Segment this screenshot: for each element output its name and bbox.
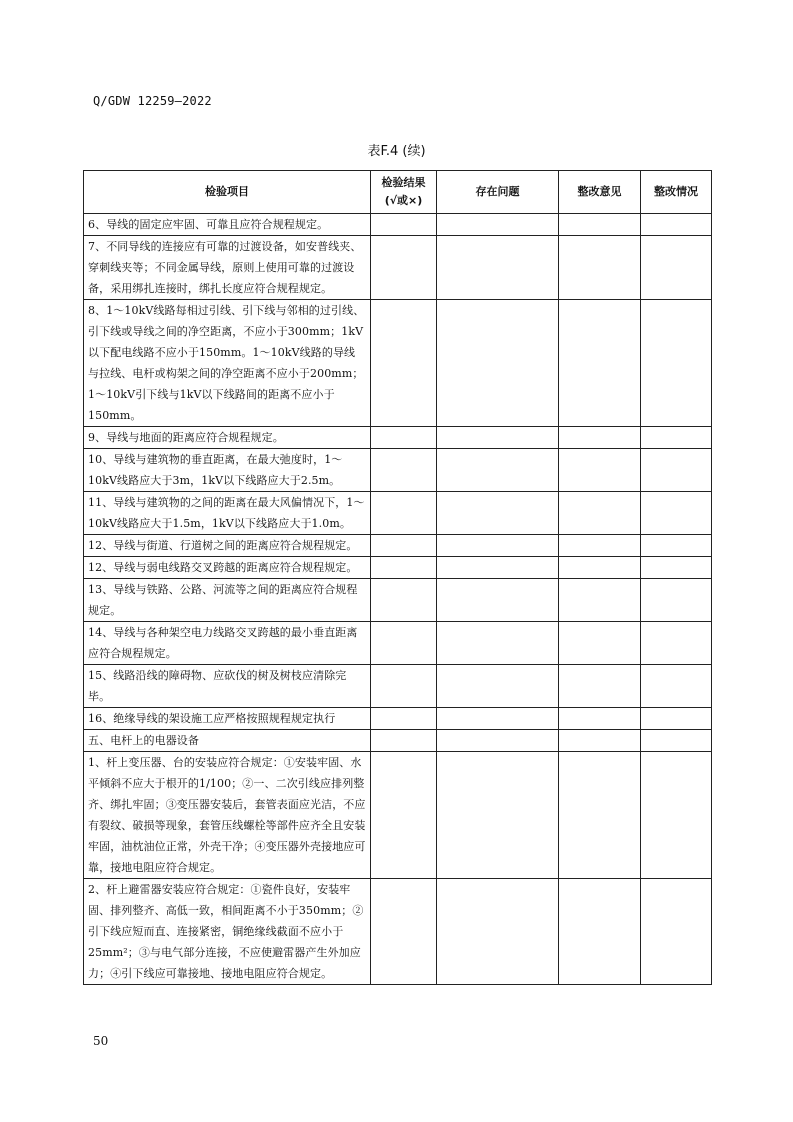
result-cell[interactable] [371, 300, 437, 427]
result-cell[interactable] [371, 622, 437, 665]
item-cell: 9、导线与地面的距离应符合规程规定。 [84, 427, 371, 449]
status-cell[interactable] [641, 214, 712, 236]
issues-cell[interactable] [437, 708, 559, 730]
table-row [84, 214, 712, 236]
opinion-cell[interactable] [559, 752, 641, 879]
header-result-label: 检验结果 [381, 176, 426, 189]
issues-cell[interactable] [437, 622, 559, 665]
status-cell[interactable] [641, 427, 712, 449]
item-cell: 8、1～10kV线路每相过引线、引下线与邻相的过引线、引下线或导线之间的净空距离，不应小于300mm；1kV以下配电线路不应小于150mm。1～10kV线路的导线与拉线、电杆或构架之间的净空距离不应小于200mm；1～10kV引下线与1kV以下线路间的距离不应小于150mm。 [84, 300, 371, 427]
issues-cell[interactable] [437, 449, 559, 492]
status-cell[interactable] [641, 730, 712, 752]
status-cell[interactable] [641, 449, 712, 492]
header-status: 整改情况 [641, 171, 712, 214]
opinion-cell[interactable] [559, 557, 641, 579]
header-item: 检验项目 [84, 171, 371, 214]
item-cell: 2、杆上避雷器安装应符合规定：①瓷件良好，安装牢固、排列整齐、高低一致，相间距离不小于350mm；②引下线应短而直、连接紧密，铜绝缘线截面不应小于25mm²；③与电气部分连接，不应使避雷器产生外加应力；④引下线应可靠接地、接地电阻应符合规定。 [84, 879, 371, 985]
status-cell[interactable] [641, 535, 712, 557]
opinion-cell[interactable] [559, 730, 641, 752]
opinion-cell[interactable] [559, 492, 641, 535]
table-row [84, 427, 712, 449]
opinion-cell[interactable] [559, 879, 641, 985]
table-row [84, 665, 712, 708]
opinion-cell[interactable] [559, 665, 641, 708]
result-cell[interactable] [371, 214, 437, 236]
result-cell[interactable] [371, 752, 437, 879]
opinion-cell[interactable] [559, 622, 641, 665]
table-row [84, 557, 712, 579]
result-cell[interactable] [371, 236, 437, 300]
status-cell[interactable] [641, 236, 712, 300]
result-cell[interactable] [371, 492, 437, 535]
status-cell[interactable] [641, 665, 712, 708]
result-cell[interactable] [371, 449, 437, 492]
issues-cell[interactable] [437, 579, 559, 622]
table-row [84, 708, 712, 730]
result-cell[interactable] [371, 579, 437, 622]
page-number: 50 [93, 1034, 109, 1048]
table-row [84, 300, 712, 427]
status-cell[interactable] [641, 579, 712, 622]
issues-cell[interactable] [437, 300, 559, 427]
opinion-cell[interactable] [559, 214, 641, 236]
header-result-sub: (√或×) [384, 194, 423, 207]
item-cell: 13、导线与铁路、公路、河流等之间的距离应符合规程规定。 [84, 579, 371, 622]
item-cell: 16、绝缘导线的架设施工应严格按照规程规定执行 [84, 708, 371, 730]
issues-cell[interactable] [437, 557, 559, 579]
result-cell[interactable] [371, 708, 437, 730]
status-cell[interactable] [641, 752, 712, 879]
table-row [84, 730, 712, 752]
status-cell[interactable] [641, 557, 712, 579]
table-row [84, 535, 712, 557]
issues-cell[interactable] [437, 752, 559, 879]
item-cell: 14、导线与各种架空电力线路交叉跨越的最小垂直距离应符合规程规定。 [84, 622, 371, 665]
issues-cell[interactable] [437, 492, 559, 535]
issues-cell[interactable] [437, 730, 559, 752]
table-row [84, 579, 712, 622]
result-cell[interactable] [371, 427, 437, 449]
opinion-cell[interactable] [559, 427, 641, 449]
item-cell: 五、电杆上的电器设备 [84, 730, 371, 752]
status-cell[interactable] [641, 622, 712, 665]
table-title: 表F.4 (续) [367, 144, 426, 159]
table-body [84, 214, 712, 985]
table-row [84, 622, 712, 665]
issues-cell[interactable] [437, 427, 559, 449]
header-result [371, 171, 437, 214]
status-cell[interactable] [641, 492, 712, 535]
item-cell: 10、导线与建筑物的垂直距离，在最大弛度时，1～10kV线路应大于3m，1kV以下线路应大于2.5m。 [84, 449, 371, 492]
table-row [84, 879, 712, 985]
opinion-cell[interactable] [559, 708, 641, 730]
header-opinion: 整改意见 [559, 171, 641, 214]
document-code: Q/GDW 12259—2022 [93, 94, 212, 108]
issues-cell[interactable] [437, 879, 559, 985]
result-cell[interactable] [371, 730, 437, 752]
item-cell: 7、不同导线的连接应有可靠的过渡设备，如安普线夹、穿刺线夹等；不同金属导线，原则上使用可靠的过渡设备，采用绑扎连接时，绑扎长度应符合规程规定。 [84, 236, 371, 300]
item-cell: 1、杆上变压器、台的安装应符合规定：①安装牢固、水平倾斜不应大于根开的1/100；②一、二次引线应排列整齐、绑扎牢固；③变压器安装后，套管表面应光洁，不应有裂纹、破损等现象，套管压线螺栓等部件应齐全且安装牢固，油枕油位正常，外壳干净；④变压器外壳接地应可靠，接地电阻应符合规定。 [84, 752, 371, 879]
table-row [84, 236, 712, 300]
result-cell[interactable] [371, 879, 437, 985]
result-cell[interactable] [371, 665, 437, 708]
item-cell: 12、导线与街道、行道树之间的距离应符合规程规定。 [84, 535, 371, 557]
item-cell: 12、导线与弱电线路交叉跨越的距离应符合规程规定。 [84, 557, 371, 579]
table-row [84, 752, 712, 879]
item-cell: 15、线路沿线的障碍物、应砍伐的树及树枝应清除完毕。 [84, 665, 371, 708]
opinion-cell[interactable] [559, 300, 641, 427]
opinion-cell[interactable] [559, 236, 641, 300]
item-cell: 6、导线的固定应牢固、可靠且应符合规程规定。 [84, 214, 371, 236]
issues-cell[interactable] [437, 535, 559, 557]
issues-cell[interactable] [437, 665, 559, 708]
table-header-row [84, 171, 712, 214]
opinion-cell[interactable] [559, 449, 641, 492]
table-row [84, 449, 712, 492]
opinion-cell[interactable] [559, 579, 641, 622]
status-cell[interactable] [641, 300, 712, 427]
status-cell[interactable] [641, 879, 712, 985]
item-cell: 11、导线与建筑物的之间的距离在最大风偏情况下，1～10kV线路应大于1.5m，1kV以下线路应大于1.0m。 [84, 492, 371, 535]
opinion-cell[interactable] [559, 535, 641, 557]
header-issues: 存在问题 [437, 171, 559, 214]
result-cell[interactable] [371, 535, 437, 557]
status-cell[interactable] [641, 708, 712, 730]
issues-cell[interactable] [437, 214, 559, 236]
inspection-table [83, 170, 712, 985]
result-cell[interactable] [371, 557, 437, 579]
issues-cell[interactable] [437, 236, 559, 300]
table-row [84, 492, 712, 535]
